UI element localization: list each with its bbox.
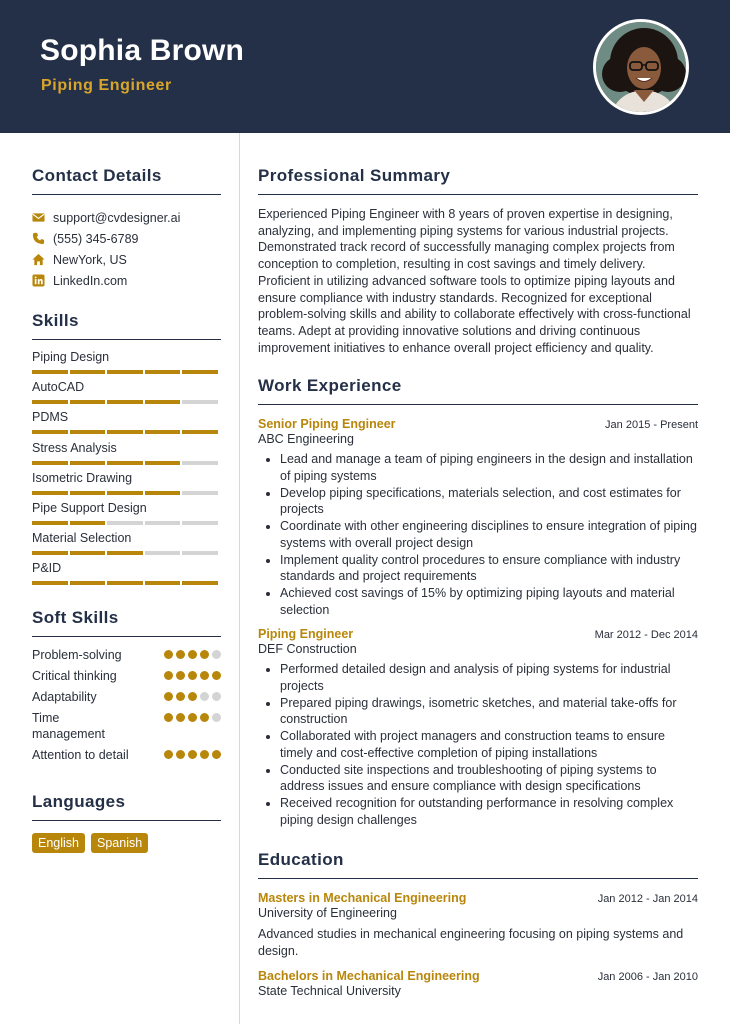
rating-dot-filled — [176, 750, 185, 759]
skill-bar-segment-filled — [70, 430, 106, 434]
home-icon — [32, 253, 45, 266]
soft-skill-rating — [164, 692, 221, 701]
rating-dot-filled — [188, 713, 197, 722]
rating-dot-filled — [188, 692, 197, 701]
contact-phone-text: (555) 345-6789 — [53, 231, 139, 246]
skill-bar-segment-filled — [32, 551, 68, 555]
job-title: Piping Engineer — [258, 627, 354, 642]
soft-skill-rating — [164, 750, 221, 759]
rating-dot-filled — [176, 713, 185, 722]
skill-label: Piping Design — [32, 350, 110, 364]
job-bullet: • Prepared piping drawings, isometric sketches, and material take-offs for construction — [280, 695, 698, 728]
soft-skill-item — [32, 647, 221, 668]
education-degree: Bachelors in Mechanical Engineering — [258, 968, 480, 983]
skill-bar-segment-filled — [70, 491, 106, 495]
skill-bar-segment-empty — [182, 491, 218, 495]
job-bullet: • Received recognition for outstanding performance in resolving complex piping design challenges — [280, 795, 698, 828]
summary-section — [258, 166, 698, 356]
rating-dot-filled — [188, 650, 197, 659]
skill-bar-segment-filled — [70, 370, 106, 374]
portrait-photo-icon — [596, 22, 689, 115]
skill-bar-segment-empty — [182, 521, 218, 525]
education-school: University of Engineering — [258, 906, 397, 921]
skill-bar-segment-filled — [32, 581, 68, 585]
skill-bar-segment-filled — [107, 581, 143, 585]
skill-item — [32, 500, 221, 530]
skill-bar-segment-filled — [107, 461, 143, 465]
soft-skill-item — [32, 747, 221, 768]
right-column — [258, 133, 698, 998]
contact-linkedin[interactable] — [32, 270, 221, 291]
skill-item — [32, 440, 221, 470]
soft-skills-title: Soft Skills — [32, 608, 221, 637]
job-bullet: • Develop piping specifications, materials selection, and cost estimates for projects — [280, 485, 698, 518]
job-title: Senior Piping Engineer — [258, 417, 396, 432]
skill-level-bar — [32, 521, 221, 525]
contact-location — [32, 249, 221, 270]
job-company: DEF Construction — [258, 642, 357, 657]
rating-dot-filled — [164, 713, 173, 722]
skill-bar-segment-filled — [107, 551, 143, 555]
contact-section — [32, 166, 221, 291]
rating-dot-filled — [188, 671, 197, 680]
soft-skill-label: Critical thinking — [32, 668, 117, 683]
education-school: State Technical University — [258, 983, 401, 998]
rating-dot-filled — [212, 671, 221, 680]
skill-level-bar — [32, 370, 221, 374]
skill-bar-segment-filled — [32, 521, 68, 525]
candidate-name: Sophia Brown — [40, 34, 245, 67]
skill-bar-segment-empty — [107, 521, 143, 525]
skill-level-bar — [32, 400, 221, 404]
skill-label: AutoCAD — [32, 380, 85, 395]
skill-bar-segment-empty — [182, 400, 218, 404]
soft-skills-section — [32, 608, 221, 768]
language-tag: Spanish — [91, 833, 148, 853]
rating-dot-filled — [164, 750, 173, 759]
skill-bar-segment-filled — [145, 461, 181, 465]
education-degree: Masters in Mechanical Engineering — [258, 891, 467, 906]
soft-skill-label: Time management — [32, 710, 105, 741]
experience-section — [258, 376, 698, 828]
soft-skills-list — [32, 647, 221, 768]
skill-label: PDMS — [32, 410, 69, 425]
rating-dot-filled — [176, 650, 185, 659]
skill-bar-segment-filled — [107, 400, 143, 404]
skill-bar-segment-filled — [107, 491, 143, 495]
skill-bar-segment-filled — [32, 370, 68, 374]
languages-title: Languages — [32, 792, 221, 821]
job-entry — [258, 417, 698, 618]
contact-email-text: support@cvdesigner.ai — [53, 210, 181, 225]
rating-dot-filled — [164, 650, 173, 659]
contact-list — [32, 207, 221, 291]
skill-level-bar — [32, 581, 221, 585]
education-date: Jan 2006 - Jan 2010 — [597, 970, 698, 983]
skill-item — [32, 530, 221, 560]
job-bullet: • Implement quality control procedures to ensure compliance with industry standards and project requirements — [280, 552, 698, 585]
column-divider — [239, 133, 240, 1024]
linkedin-icon — [32, 274, 45, 287]
skill-bar-segment-filled — [32, 430, 68, 434]
skill-bar-segment-empty — [145, 521, 181, 525]
job-company: ABC Engineering — [258, 432, 354, 447]
languages-list — [32, 833, 221, 853]
skill-level-bar — [32, 430, 221, 434]
skill-bar-segment-filled — [107, 430, 143, 434]
rating-dot-filled — [200, 671, 209, 680]
job-bullet: • Lead and manage a team of piping engineers in the design and installation of piping systems — [280, 451, 698, 484]
skill-label: Isometric Drawing — [32, 470, 133, 485]
job-date: Mar 2012 - Dec 2014 — [594, 629, 698, 642]
rating-dot-empty — [212, 650, 221, 659]
soft-skill-rating — [164, 713, 221, 722]
job-bullet: • Coordinate with other engineering disciplines to ensure integration of piping systems with overall project design — [280, 518, 698, 551]
envelope-icon — [32, 211, 45, 224]
contact-phone[interactable] — [32, 228, 221, 249]
skill-item — [32, 379, 221, 409]
skill-bar-segment-filled — [145, 370, 181, 374]
soft-skill-label: Problem-solving — [32, 647, 122, 662]
language-tag: English — [32, 833, 85, 853]
skills-section — [32, 311, 221, 591]
skill-bar-segment-empty — [145, 551, 181, 555]
soft-skill-label: Attention to detail — [32, 747, 129, 762]
rating-dot-filled — [164, 671, 173, 680]
skill-bar-segment-filled — [182, 370, 218, 374]
skill-level-bar — [32, 491, 221, 495]
education-entry — [258, 969, 698, 998]
skills-title: Skills — [32, 311, 221, 340]
contact-email[interactable] — [32, 207, 221, 228]
skill-bar-segment-filled — [107, 370, 143, 374]
job-bullet: • Collaborated with project managers and construction teams to ensure timely and cost-effective completion of piping installations — [280, 728, 698, 761]
avatar — [593, 19, 689, 115]
skill-bar-segment-filled — [182, 581, 218, 585]
languages-section — [32, 792, 221, 853]
education-entry — [258, 891, 698, 959]
skill-bar-segment-filled — [32, 400, 68, 404]
job-bullet: • Achieved cost savings of 15% by optimizing piping layouts and material selection — [280, 585, 698, 618]
contact-title: Contact Details — [32, 166, 221, 195]
rating-dot-filled — [188, 750, 197, 759]
skill-item — [32, 349, 221, 379]
job-bullets — [258, 451, 698, 618]
skill-bar-segment-filled — [70, 521, 106, 525]
skill-item — [32, 560, 221, 590]
soft-skill-rating — [164, 650, 221, 659]
skill-label: Pipe Support Design — [32, 500, 147, 515]
contact-linkedin-text: LinkedIn.com — [53, 273, 128, 288]
experience-title: Work Experience — [258, 376, 698, 405]
rating-dot-empty — [212, 713, 221, 722]
skill-item — [32, 409, 221, 439]
skill-bar-segment-filled — [32, 491, 68, 495]
education-section — [258, 850, 698, 997]
skill-bar-segment-filled — [145, 400, 181, 404]
left-column — [32, 133, 221, 853]
skill-bar-segment-filled — [70, 581, 106, 585]
soft-skill-label: Adaptability — [32, 689, 97, 704]
skill-level-bar — [32, 551, 221, 555]
skill-bar-segment-filled — [145, 581, 181, 585]
education-title: Education — [258, 850, 698, 879]
skill-bar-segment-filled — [145, 430, 181, 434]
rating-dot-filled — [164, 692, 173, 701]
skill-level-bar — [32, 461, 221, 465]
education-date: Jan 2012 - Jan 2014 — [597, 893, 698, 906]
job-entry — [258, 627, 698, 828]
job-bullet: • Performed detailed design and analysis of piping systems for industrial projects — [280, 661, 698, 694]
resume-header — [0, 0, 730, 133]
rating-dot-filled — [212, 750, 221, 759]
summary-text: Experienced Piping Engineer with 8 years of proven expertise in designing, analyzing, and implementing piping systems for various industrial projects. Demonstrated track record of successfully managing complex projects from conception to completion, resulting in cost savings and timely delivery. Proficient in utilizing advanced software tools to optimize piping layouts and ensure compliance with industry standards. Recognized for exceptional problem-solving skills and ability to collaborate effectively with cross-functional teams. Adept at providing innovative solutions and driving continuous improvement initiatives to enhance overall project efficiency and quality. — [258, 207, 691, 355]
skill-label: P&ID — [32, 561, 62, 576]
job-bullets — [258, 661, 698, 828]
skill-bar-segment-filled — [70, 461, 106, 465]
skill-bar-segment-empty — [182, 551, 218, 555]
rating-dot-filled — [200, 650, 209, 659]
contact-location-text: NewYork, US — [53, 252, 127, 267]
soft-skill-rating — [164, 671, 221, 680]
skills-list — [32, 349, 221, 591]
job-date: Jan 2015 - Present — [605, 419, 698, 432]
skill-bar-segment-filled — [70, 551, 106, 555]
skill-bar-segment-filled — [145, 491, 181, 495]
rating-dot-filled — [176, 692, 185, 701]
summary-title: Professional Summary — [258, 166, 698, 195]
soft-skill-item — [32, 710, 221, 747]
rating-dot-filled — [176, 671, 185, 680]
candidate-role: Piping Engineer — [41, 77, 172, 94]
skill-bar-segment-filled — [70, 400, 106, 404]
rating-dot-empty — [200, 692, 209, 701]
skill-bar-segment-filled — [32, 461, 68, 465]
education-description: Advanced studies in mechanical engineering focusing on piping systems and design. — [258, 927, 684, 959]
phone-icon — [32, 232, 45, 245]
skill-label: Stress Analysis — [32, 440, 117, 455]
rating-dot-filled — [200, 713, 209, 722]
soft-skill-item — [32, 668, 221, 689]
skill-bar-segment-filled — [182, 430, 218, 434]
skill-bar-segment-empty — [182, 461, 218, 465]
rating-dot-filled — [200, 750, 209, 759]
skill-label: Material Selection — [32, 531, 132, 546]
skill-item — [32, 470, 221, 500]
rating-dot-empty — [212, 692, 221, 701]
soft-skill-item — [32, 689, 221, 710]
job-bullet: • Conducted site inspections and troubleshooting of piping systems to address issues and ensure compliance with design specifications — [280, 762, 698, 795]
